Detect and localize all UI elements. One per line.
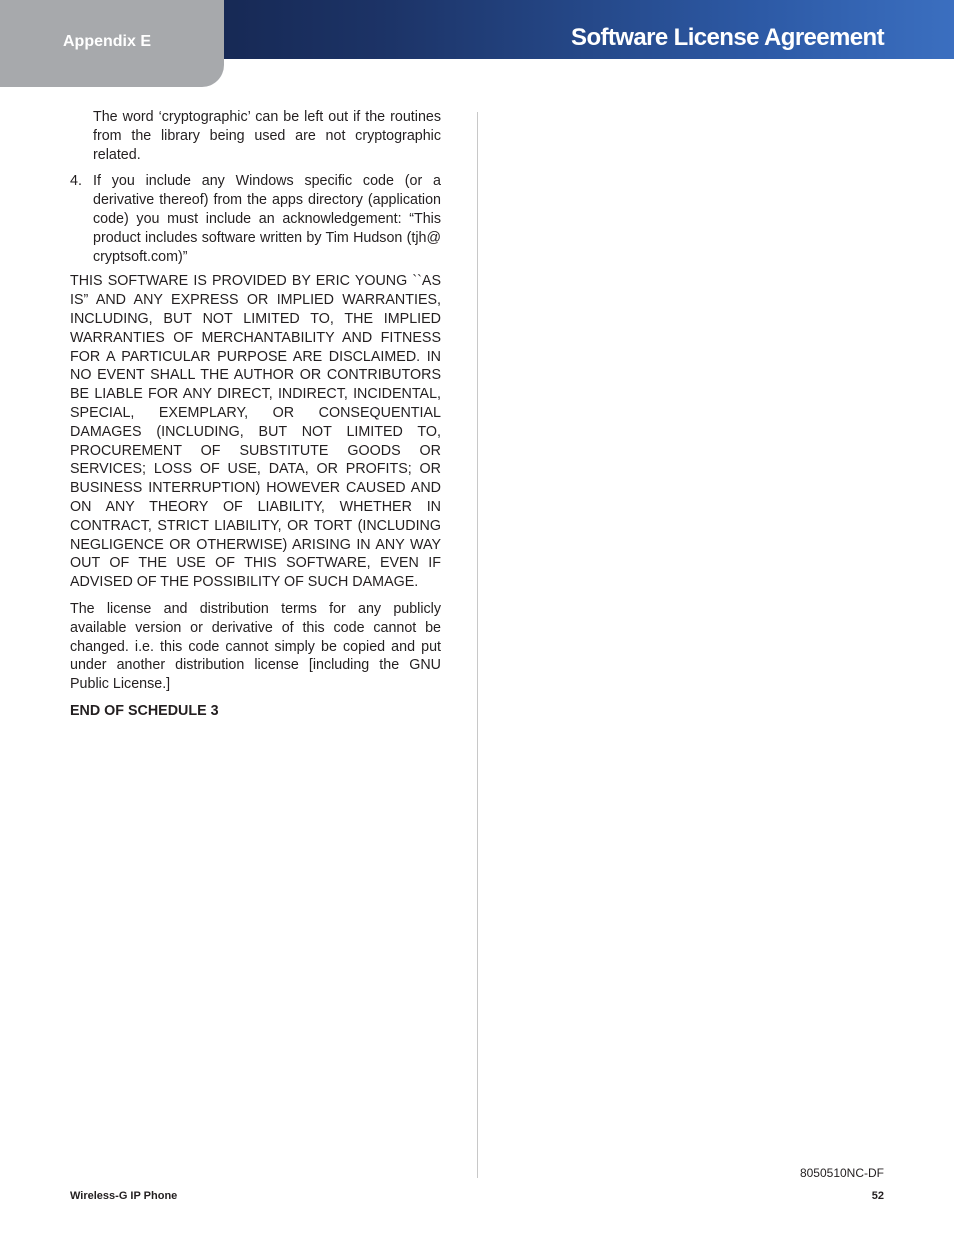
text-column (70, 108, 441, 721)
page-title: Software License Agreement (571, 24, 884, 51)
list-item-text: If you include any Windows specific code (or a derivative thereof) from the apps directory (application code) you must include an acknowledgement: “This product includes software written by Tim Hudson (tjh@ cryptsoft.com)” (93, 173, 441, 265)
footer-product-name: Wireless-G IP Phone (70, 1190, 178, 1202)
continuation-paragraph: The word ‘cryptographic’ can be left out if the routines from the library being used are not cryptographic related. (93, 109, 441, 163)
disclaimer-paragraph: THIS SOFTWARE IS PROVIDED BY ERIC YOUNG ``AS IS” AND ANY EXPRESS OR IMPLIED WARRANTIES, INCLUDING, BUT NOT LIMITED TO, THE IMPLIED WARRANTIES OF MERCHANTABILITY AND FITNESS FOR A PARTICULAR PURPOSE ARE DISCLAIMED. IN NO EVENT SHALL THE AUTHOR OR CONTRIBUTORS BE LIABLE FOR ANY DIRECT, INDIRECT, INCIDENTAL, SPECIAL, EXEMPLARY, OR CONSEQUENTIAL DAMAGES (INCLUDING, BUT NOT LIMITED TO, PROCUREMENT OF SUBSTITUTE GOODS OR SERVICES; LOSS OF USE, DATA, OR PROFITS; OR BUSINESS INTERRUPTION) HOWEVER CAUSED AND ON ANY THEORY OF LIABILITY, WHETHER IN CONTRACT, STRICT LIABILITY, OR TORT (INCLUDING NEGLIGENCE OR OTHERWISE) ARISING IN ANY WAY OUT OF THE USE OF THIS SOFTWARE, EVEN IF ADVISED OF THE POSSIBILITY OF SUCH DAMAGE. (70, 273, 441, 591)
end-of-schedule-heading: END OF SCHEDULE 3 (70, 702, 219, 719)
license-terms-paragraph: The license and distribution terms for any publicly available version or derivative of this code cannot be changed. i.e. this code cannot simply be copied and put under another distribution license [including the GNU Public License.] (70, 600, 441, 693)
list-item (70, 172, 441, 266)
page-number: 52 (871, 1190, 884, 1202)
column-divider (477, 112, 478, 1178)
section-tab (0, 0, 224, 87)
section-label: Appendix E (63, 33, 152, 50)
document-code: 8050510NC-DF (799, 1166, 884, 1180)
list-number: 4. (70, 173, 82, 190)
